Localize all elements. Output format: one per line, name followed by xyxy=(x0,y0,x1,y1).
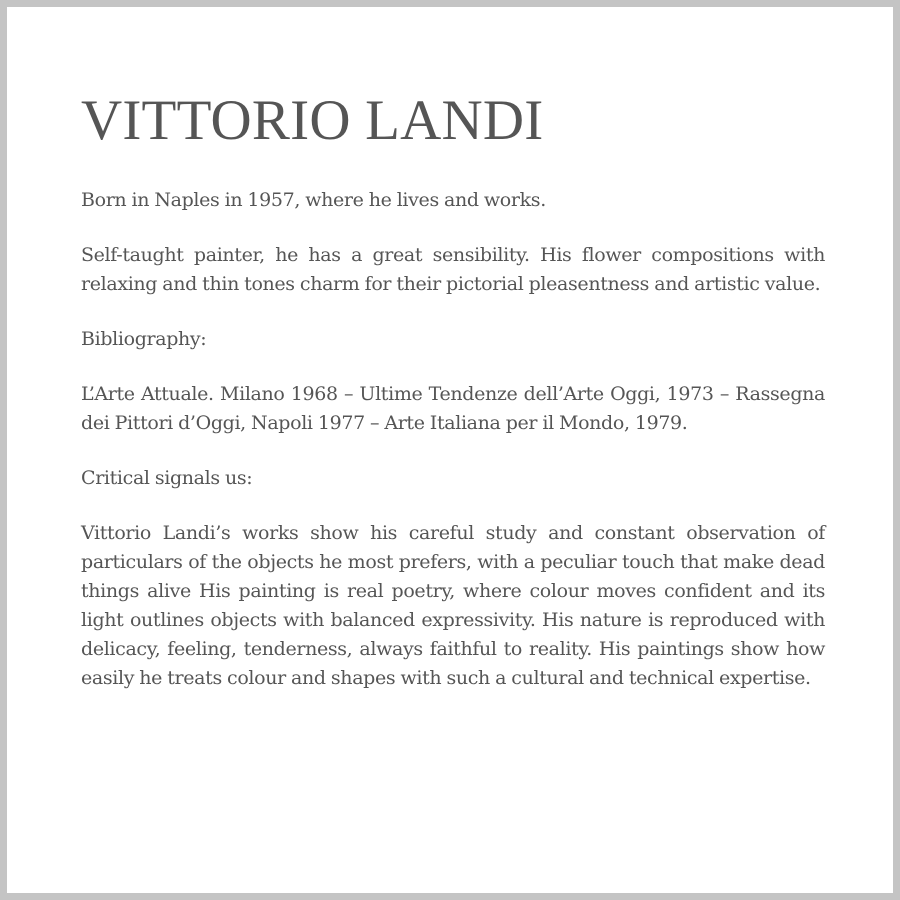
bibliography-heading: Bibliography: xyxy=(81,328,207,350)
artist-name-title: VITTORIO LANDI xyxy=(81,89,544,152)
critical-heading: Critical signals us: xyxy=(81,467,253,489)
biography-content xyxy=(81,85,825,693)
bibliography-paragraph: L’Arte Attuale. Milano 1968 – Ultime Tendenze dell’Arte Oggi, 1973 – Rassegna dei Pittori d’Oggi, Napoli 1977 – Arte Italiana per il Mondo, 1979. xyxy=(81,383,825,434)
style-paragraph: Self-taught painter, he has a great sensibility. His flower compositions with relaxing and thin tones charm for their pictorial pleasentness and artistic value. xyxy=(81,244,825,295)
critical-paragraph: Vittorio Landi’s works show his careful study and constant observation of particulars of the objects he most prefers, with a peculiar touch that make dead things alive His painting is real poetry, where colour moves confident and its light outlines objects with balanced expressivity. His nature is reproduced with delicacy, feeling, tenderness, always faithful to reality. His paintings show how easily he treats colour and shapes with such a cultural and technical expertise. xyxy=(81,522,825,689)
birth-paragraph: Born in Naples in 1957, where he lives and works. xyxy=(81,189,546,211)
